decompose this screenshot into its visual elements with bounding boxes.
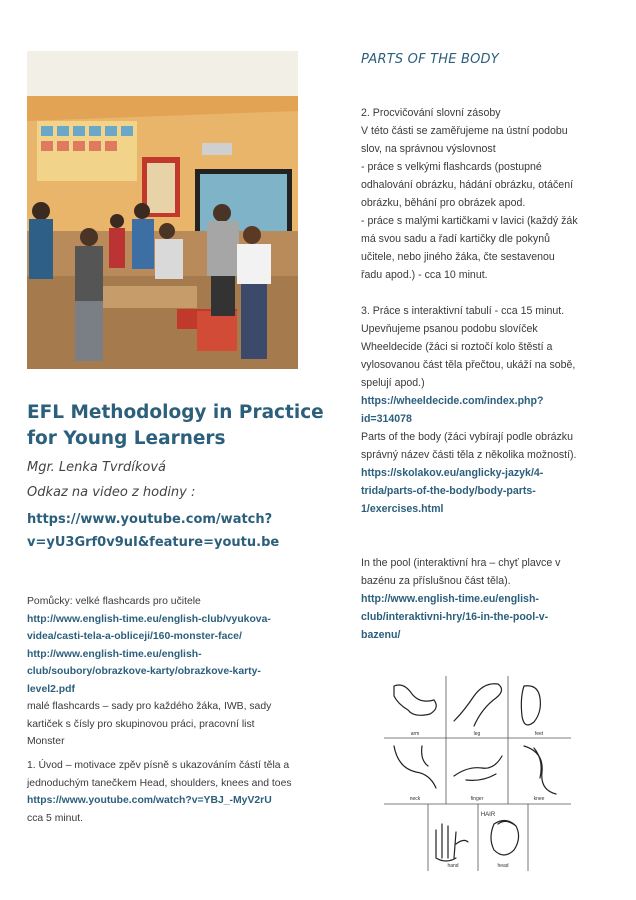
step3-text: Upevňujeme psanou podobu slovíček	[361, 323, 538, 335]
step2-text: - práce s malými kartičkami v lavici (každý žák	[361, 215, 578, 227]
wheeldecide-link[interactable]: id=314078	[361, 413, 412, 425]
step2-text: V této části se zaměřujeme na ústní podobu	[361, 125, 568, 137]
flashcard-label: head	[497, 863, 509, 869]
monster-face-link[interactable]: videa/casti-tela-a-obliceji/160-monster-face/	[27, 631, 242, 642]
pool-link[interactable]: club/interaktivni-hry/16-in-the-pool-v-	[361, 611, 549, 623]
pool-link[interactable]: bazenu/	[361, 629, 401, 641]
step3-text: Wheeldecide (žáci si roztočí kolo štěstí a	[361, 341, 553, 353]
pool-text: In the pool (interaktivní hra – chyť plavce v	[361, 557, 561, 569]
parts-text: správný název části těla z několika možností).	[361, 449, 577, 461]
wheeldecide-link[interactable]: https://wheeldecide.com/index.php?	[361, 395, 544, 407]
step2-text: má svou sadu a řadí kartičky dle pokynů	[361, 233, 551, 245]
flashcard-label: arm	[410, 731, 420, 737]
step3-text: spelují apod.)	[361, 377, 425, 389]
skolakov-link[interactable]: trida/parts-of-the-body/body-parts-	[361, 485, 536, 497]
skolakov-link[interactable]: 1/exercises.html	[361, 503, 444, 515]
step2-text: řadu apod.) - cca 10 minut.	[361, 269, 488, 281]
right-column	[361, 104, 611, 644]
monster-face-link[interactable]: http://www.english-time.eu/english-club/vyukova-	[27, 613, 271, 625]
step2-text: učitele, nebo jiného žáka, čte sestavenou	[361, 251, 555, 263]
step3-text: vylosovanou část těla přečtou, ukáží na sobě,	[361, 359, 576, 371]
title-line: for Young Learners	[27, 428, 226, 449]
skolakov-link[interactable]: https://skolakov.eu/anglicky-jazyk/4-	[361, 467, 544, 479]
materials-label: Pomůcky: velké flashcards pro učitele	[27, 596, 201, 607]
title-line: EFL Methodology in Practice	[27, 402, 324, 423]
video-link[interactable]	[27, 508, 327, 554]
author-name: Mgr. Lenka Tvrdíková	[27, 460, 166, 475]
step2-text: slov, na správnou výslovnost	[361, 143, 496, 155]
section-title: PARTS OF THE BODY	[361, 52, 499, 67]
flashcard-label: neck	[409, 796, 421, 802]
flashcard-label: finger	[470, 796, 484, 802]
parts-text: Parts of the body (žáci vybírají podle obrázku	[361, 431, 573, 443]
materials-text: Monster	[27, 736, 65, 747]
flashcard-label: hand	[447, 863, 459, 869]
flashcard-label: leg	[473, 731, 481, 737]
step1-time: cca 5 minut.	[27, 812, 84, 824]
flashcards-pdf-link[interactable]: http://www.english-time.eu/english-	[27, 648, 202, 660]
step2-text: obrázku, běhání pro obrázek apod.	[361, 197, 526, 209]
song-link[interactable]: https://www.youtube.com/watch?v=YBJ_-MyV2rU	[27, 795, 272, 806]
pool-link[interactable]: http://www.english-time.eu/english-	[361, 593, 539, 605]
step1-text: jednoduchým tanečkem Head, shoulders, knees and toes	[27, 777, 292, 789]
classroom-photo	[27, 51, 298, 369]
flashcards-pdf-link[interactable]: level2.pdf	[27, 683, 75, 695]
step2-text: 2. Procvičování slovní zásoby	[361, 107, 501, 119]
step1-section	[27, 757, 327, 827]
step2-text: - práce s velkými flashcards (postupné	[361, 161, 542, 173]
video-link-line[interactable]: https://www.youtube.com/watch?	[27, 512, 273, 527]
materials-text: malé flashcards – sady pro každého žáka, IWB, sady	[27, 701, 272, 712]
document-title	[27, 400, 337, 452]
body-parts-flashcards	[384, 676, 571, 871]
materials-section	[27, 593, 327, 751]
flashcard-label: feet	[534, 731, 544, 737]
flashcard-label: knee	[533, 796, 545, 802]
step2-text: odhalování obrázku, hádání obrázku, otáčení	[361, 179, 574, 191]
video-label: Odkaz na video z hodiny :	[27, 485, 196, 500]
step1-text: 1. Úvod – motivace zpěv písně s ukazováním částí těla a	[27, 760, 290, 771]
video-link-line[interactable]: v=yU3Grf0v9uI&feature=youtu.be	[27, 535, 280, 550]
materials-text: kartiček s čísly pro skupinovou práci, pracovní list	[27, 718, 255, 730]
flashcard-label: HAIR	[480, 812, 496, 818]
pool-text: bazénu za příslušnou část těla).	[361, 575, 511, 587]
flashcards-pdf-link[interactable]: club/soubory/obrazkove-karty/obrazkove-karty-	[27, 666, 261, 677]
step3-text: 3. Práce s interaktivní tabulí - cca 15 minut.	[361, 305, 565, 317]
